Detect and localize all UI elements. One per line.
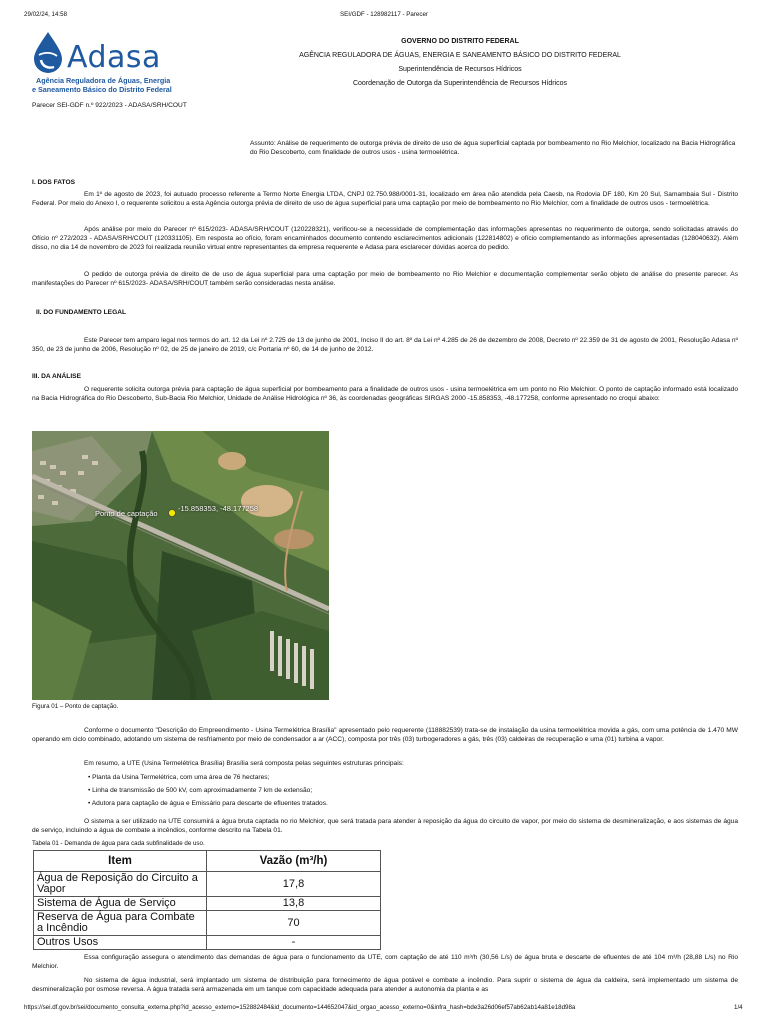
paragraph-facts-3: O pedido de outorga prévia de direito de de uso de água superficial para uma captação por meio de bombeamento no Rio Melchior e documentação complementar serão objeto de análise do presente parecer. As manifestações do Parecer nº 615/2023- ADASA/SRH/COUT também serão consideradas nesta análise. bbox=[32, 271, 738, 288]
paragraph-facts-2: Após análise por meio do Parecer nº 615/2023- ADASA/SRH/COUT (120228321), verificou-se a necessidade de complementação das informações apresentas no requerimento de outorga, sendo solicitadas através do Ofício nº 272/2023 - ADASA/SRH/COUT (120331105). Em resposta ao ofício, foram encaminhados documento contendo esclarecimentos adicionais (122814802) e ofício complementando as informações apresentadas (128040632). Além disso, no dia 14 de novembro de 2023 foi realizada reunião virtual entre representantes da empresa requerente e Adasa para esclarecer dúvidas acerca do pedido. bbox=[32, 226, 738, 252]
gov-header-line-1: GOVERNO DO DISTRITO FEDERAL bbox=[401, 38, 519, 45]
section-title-facts: I. DOS FATOS bbox=[32, 179, 75, 186]
section-title-legal: II. DO FUNDAMENTO LEGAL bbox=[36, 309, 126, 316]
table-cell-item: Água de Reposição do Circuito a Vapor bbox=[34, 872, 207, 897]
satellite-map-image bbox=[32, 431, 329, 700]
gov-header-line-3: Superintendência de Recursos Hídricos bbox=[398, 66, 522, 73]
logo-subtitle bbox=[32, 77, 192, 94]
paragraph-analysis-4: O sistema a ser utilizado na UTE consumirá a água bruta captada no rio Melchior, que será tratada para atender à reposição da água do circuito de vapor, por meio do sistema de desmineralização, e aos sistemas de água de serviço, incluindo a água de combate a incêndios, conforme descrito na Tabela 01. bbox=[32, 818, 738, 835]
map-point-label: Ponto de captação bbox=[95, 509, 158, 518]
table-cell-flow: 70 bbox=[207, 911, 381, 936]
logo-subtitle-line-2: e Saneamento Básico do Distrito Federal bbox=[32, 84, 172, 94]
paragraph-analysis-1: O requerente solicita outorga prévia para captação de água superficial por bombeamento para a finalidade de outros usos - usina termoelétrica em um ponto no Rio Melchior. O ponto de captação informado está localizado na Bacia Hidrográfica do Rio Descoberto, Sub-Bacia Rio Melchior, Unidade de Análise Hidrológica nº 36, às coordenadas geográficas SIRGAS 2000 -15.858353, -48.177258, conforme apresentado no croqui abaixo: bbox=[32, 386, 738, 403]
page-number: 1/4 bbox=[734, 1004, 743, 1011]
table-row bbox=[34, 911, 381, 936]
table-row bbox=[34, 936, 381, 950]
table-row bbox=[34, 897, 381, 911]
logo-subtitle-line-1: Agência Reguladora de Águas, Energia bbox=[36, 76, 171, 85]
gov-header-line-2: AGÊNCIA REGULADORA DE ÁGUAS, ENERGIA E SANEAMENTO BÁSICO DO DISTRITO FEDERAL bbox=[299, 52, 621, 59]
paragraph-analysis-5: Essa configuração assegura o atendimento das demandas de água para o funcionamento da UTE, com captação de até 110 m³/h (30,56 L/s) de água bruta e descarte de efluentes de até 104 m³/h (28,88 L/s) no Rio Melchior. bbox=[32, 954, 738, 971]
table-header-row bbox=[34, 851, 381, 872]
table-cell-item: Sistema de Água de Serviço bbox=[34, 897, 207, 911]
list-item: • Adutora para captação de água e Emissário para descarte de efluentes tratados. bbox=[88, 800, 328, 808]
table-cell-flow: - bbox=[207, 936, 381, 950]
document-id: Parecer SEI-GDF n.º 922/2023 - ADASA/SRH/COUT bbox=[32, 102, 187, 109]
table-cell-item: Reserva de Água para Combate a Incêndio bbox=[34, 911, 207, 936]
paragraph-analysis-3: Em resumo, a UTE (Usina Termelétrica Brasília) Brasília será composta pelas seguintes estruturas principais: bbox=[84, 760, 404, 767]
subject: Assunto: Análise de requerimento de outorga prévia de direito de uso de água superficial captada por bombeamento no Rio Melchior, localizado na Bacia Hidrográfica do Rio Descoberto, com finalidade de outros usos - usina termoelétrica. bbox=[250, 140, 736, 157]
gov-header-line-4: Coordenação de Outorga da Superintendência de Recursos Hídricos bbox=[352, 80, 568, 87]
table-cell-flow: 17,8 bbox=[207, 872, 381, 897]
table-caption: Tabela 01 - Demanda de água para cada subfinalidade de uso. bbox=[32, 840, 205, 847]
paragraph-analysis-6: No sistema de água industrial, será implantado um sistema de distribuição para fornecimento de água potável e combate a incêndio. Para suprir o sistema de água da caldeira, será implementado um sistema de desmineralização por osmose reversa. A água tratada será armazenada em um tanque com capacidade adequada para atender a autonomia da planta e as bbox=[32, 977, 738, 994]
map-point-coordinates: -15.858353, -48.177258 bbox=[178, 504, 259, 513]
list-item: • Planta da Usina Termelétrica, com uma área de 76 hectares; bbox=[88, 774, 270, 781]
table-header-flow: Vazão (m³/h) bbox=[207, 851, 381, 872]
table-header-item: Item bbox=[34, 851, 207, 872]
adasa-logo bbox=[30, 30, 190, 100]
print-datetime: 29/02/24, 14:58 bbox=[24, 11, 68, 18]
list-item: • Linha de transmissão de 500 kV, com aproximadamente 7 km de extensão; bbox=[88, 787, 313, 795]
paragraph-facts-1: Em 1º de agosto de 2023, foi autuado processo referente a Termo Norte Energia LTDA, CNPJ 02.750.988/0001-31, localizado em área não atendida pela Caesb, na Rodovia DF 180, Km 20 Sul, Samambaia Sul - Distrito Federal. Por meio do Anexo I, o requerente solicitou a esta Agência outorga prévia de direito de uso de água superficial para uma captação por meio de bombeamento no Rio Melchior, com a finalidade de outros usos - termoelétrica. bbox=[32, 191, 738, 208]
print-title: SEI/GDF - 128982117 - Parecer bbox=[340, 11, 428, 18]
table-cell-flow: 13,8 bbox=[207, 897, 381, 911]
paragraph-analysis-2: Conforme o documento "Descrição do Empreendimento - Usina Termelétrica Brasília" apresentado pelo requerente (118882539) trata-se de instalação da usina termoelétrica movida a gás, com uma potência de 1.470 MW operando em ciclo combinado, adotando um sistema de resfriamento por meio de condensador a ar (ACC), composta por três (03) turbogeradores a gás, três (03) caldeiras de recuperação e uma (01) turbina a vapor. bbox=[32, 727, 738, 744]
table-row bbox=[34, 872, 381, 897]
logo-wordmark: Adasa bbox=[67, 40, 161, 75]
satellite-map bbox=[32, 431, 329, 700]
structures-list bbox=[88, 773, 728, 813]
paragraph-legal: Este Parecer tem amparo legal nos termos do art. 12 da Lei nº 2.725 de 13 de junho de 2001, Inciso II do art. 8º da Lei nº 4.285 de 26 de dezembro de 2008, Decreto nº 22.359 de 31 de agosto de 2001, Resolução Adasa nº 350, de 23 de junho de 2006, Resolução nº 02, de 25 de janeiro de 2019, c/c Portaria nº 60, de 14 de junho de 2012. bbox=[32, 337, 738, 354]
water-drop-icon bbox=[30, 30, 66, 74]
section-title-analysis: III. DA ANÁLISE bbox=[32, 373, 81, 380]
water-demand-table bbox=[33, 850, 381, 950]
table-cell-item: Outros Usos bbox=[34, 936, 207, 950]
document-url-link[interactable]: https://sei.df.gov.br/sei/documento_consulta_externa.php?id_acesso_externo=152882484&id_documento=144652047&id_orgao_acesso_externo=0&infra_hash=bde3a26d06ef57ab62ab14a81e18d98a bbox=[24, 1004, 576, 1011]
figure-caption: Figura 01 – Ponto de captação. bbox=[32, 703, 119, 710]
